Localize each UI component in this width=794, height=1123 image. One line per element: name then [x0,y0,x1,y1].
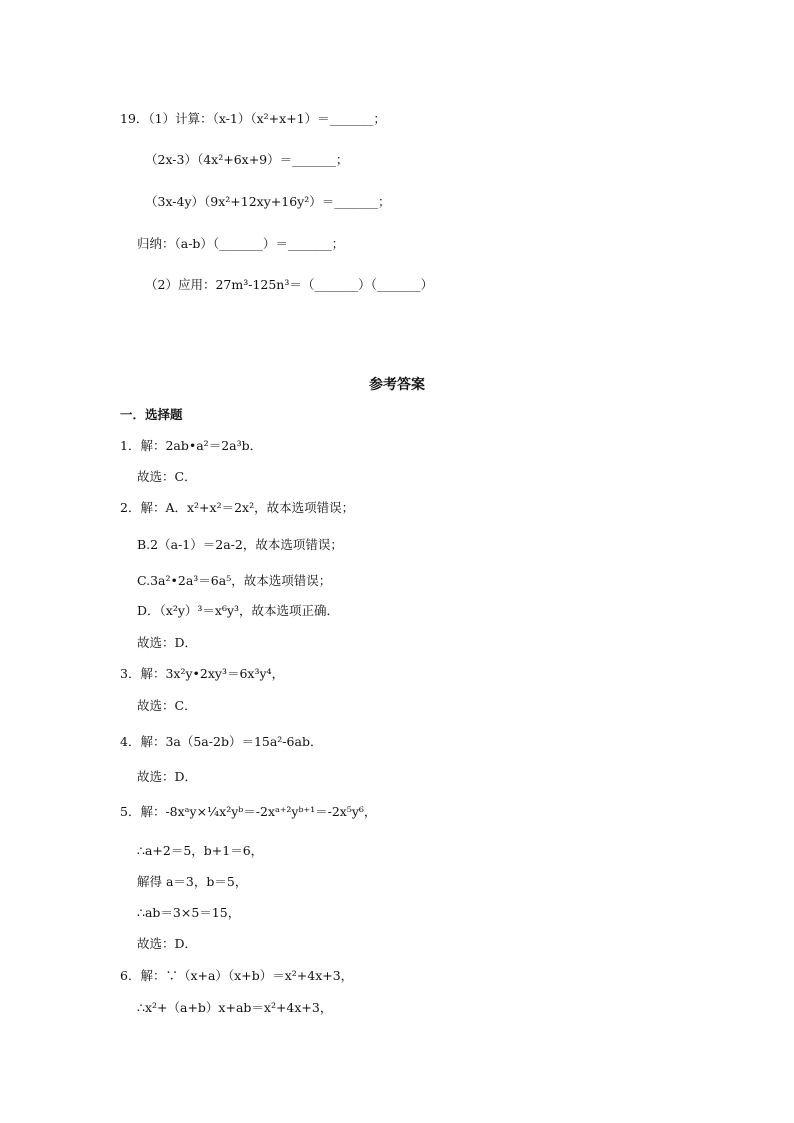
section-heading: 一．选择题 [120,407,183,422]
answer-line: 故选：C． [137,469,197,484]
q19-line-5: （2）应用：27m³-125n³＝（_______）（_______） [145,277,434,292]
q19-line-4: 归纳：（a-b）（_______）＝_______； [137,236,345,251]
answer-line: 4．解：3a（5a-2b）＝15a²-6ab． [120,734,323,749]
answer-line: ∴x²+（a+b）x+ab＝x²+4x+3， [137,1000,333,1015]
answer-line: 故选：D． [137,936,198,951]
q19-line-2: （2x-3）（4x²+6x+9）＝_______； [145,152,349,167]
answers-title: 参考答案 [369,377,425,393]
answer-line: ∴ab＝3×5＝15， [137,905,241,920]
answer-line: 故选：D． [137,635,198,650]
answer-line: D．（x²y）³＝x⁶y³，故本选项正确． [137,603,340,618]
answer-line: 故选：D． [137,769,198,784]
answer-line: 解得 a＝3，b＝5， [137,874,248,889]
answer-line: 故选：C． [137,698,197,713]
answer-line: B.2（a-1）＝2a-2，故本选项错误； [137,537,343,552]
answer-line: 5．解：-8xᵃy×¼x²yᵇ＝-2xᵃ⁺²yᵇ⁺¹＝-2x⁵y⁶， [120,804,377,819]
answer-line: ∴a+2＝5，b+1＝6， [137,843,264,858]
answer-line: C.3a²•2a³＝6a⁵，故本选项错误； [137,573,332,588]
answer-line: 6．解：∵（x+a）（x+b）＝x²+4x+3， [120,968,354,983]
answer-line: 2．解：A．x²+x²＝2x²，故本选项错误； [120,500,355,515]
answer-line: 1．解：2ab•a²＝2a³b． [120,438,263,453]
q19-line-3: （3x-4y）（9x²+12xy+16y²）＝_______； [145,194,391,209]
q19-line-1: 19．（1）计算：（x-1）（x²+x+1）＝_______； [120,111,386,126]
answer-line: 3．解：3x²y•2xy³＝6x³y⁴， [120,666,285,681]
